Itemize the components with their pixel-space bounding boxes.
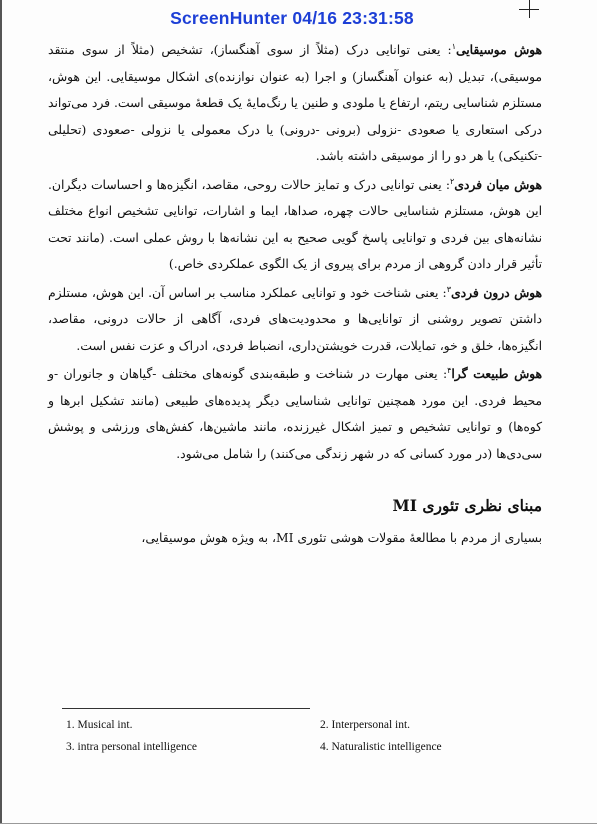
page-body <box>48 37 542 552</box>
crop-mark-horizontal <box>519 9 539 10</box>
paragraph-text: : یعنی شناخت خود و توانایی عملکرد مناسب بر اساس آن. این هوش، مستلزم داشتن تصویر روشنی از توانایی‌ها و محدودیت‌های فردی، آگاهی از حالات درونی، مقاصد، انگیزه‌ها، خلق و خو، تمایلات، قدرت خویشتن‌داری، انضباط فردی، ادراک و عزت نفس است. <box>48 285 542 353</box>
heading-musical: هوش موسیقایی <box>456 42 542 57</box>
heading-interpersonal: هوش میان فردی <box>454 176 542 192</box>
footnote-ref-3[interactable]: ۳ <box>446 284 451 294</box>
footnote-3: 3. intra personal intelligence <box>66 741 197 753</box>
section-title: مبنای نظری تئوری MI <box>392 496 542 515</box>
footnote-ref-2[interactable]: ۲ <box>449 176 455 186</box>
footnote-2: 2. Interpersonal int. <box>320 719 411 731</box>
footnote-4: 4. Naturalistic intelligence <box>320 741 442 753</box>
intro-paragraph: بسیاری از مردم با مطالعهٔ مقولات هوشی تئوری MI، به ویژه هوش موسیقایی، <box>141 531 542 545</box>
page-left-edge <box>0 0 2 824</box>
paragraph-interpersonal <box>48 172 542 278</box>
paragraph-text: : یعنی توانایی درک (مثلاً از سوی آهنگساز)، تشخیص (مثلاً از سوی منتقد موسیقی)، تبدیل (به عنوان آهنگساز) و اجرا (به عنوان نوازنده)ی اشکال موسیقایی. این هوش، مستلزم شناسایی ریتم، ارتفاع یا ملودی و طنین یا رنگ‌مایهٔ یک قطعهٔ موسیقی است. فرد می‌تواند درکی استعاری یا صعودی -نزولی (برونی -درونی) یا درک معمولی یا نزولی -صعودی (تحلیلی -تکنیکی) یا هر دو را از موسیقی داشته باشد. <box>48 43 542 163</box>
footnote-ref-1[interactable]: ۱ <box>451 41 456 51</box>
footnote-separator <box>62 708 310 709</box>
screenhunter-watermark: ScreenHunter 04/16 23:31:58 <box>170 8 414 28</box>
paragraph-text: : یعنی توانایی درک و تمایز حالات روحی، مقاصد، انگیزه‌ها و احساسات دیگران. این هوش، مستلزم شناسایی حالات چهره، صداها، ایما و اشارات، توانایی تشخیص انواع مختلف نشانه‌های بین فردی و توانایی پاسخ گویی صحیح به این نشانه‌ها با روش عملی است. (مانند تحت تأثیر قرار دادن گروهی از مردم برای پیروی از یک الگوی عملکردی خاص.) <box>48 177 542 271</box>
paragraph-text: : یعنی مهارت در شناخت و طبقه‌بندی گونه‌های مختلف -گیاهان و جانوران -و محیط فردی. این مورد همچنین توانایی شناسایی دیگر پدیده‌های طبیعی (مانند تشکیل ابرها و کوه‌ها) و توانایی تشخیص و تمیز اشکال غیرزنده، مانند ماشین‌ها، کفش‌های ورزشی و پوشش سی‌دی‌ها (در مورد کسانی که در شهر زندگی می‌کنند) را شامل می‌شود. <box>48 367 542 461</box>
heading-naturalistic: هوش طبیعت گرا <box>451 366 542 381</box>
paragraph-intrapersonal <box>48 280 542 360</box>
heading-intrapersonal: هوش درون فردی <box>451 284 542 300</box>
footnote-ref-4[interactable]: ۴ <box>447 365 452 375</box>
paragraph-naturalistic <box>48 361 542 467</box>
paragraph-musical <box>48 37 542 170</box>
footnote-1: 1. Musical int. <box>66 719 133 731</box>
